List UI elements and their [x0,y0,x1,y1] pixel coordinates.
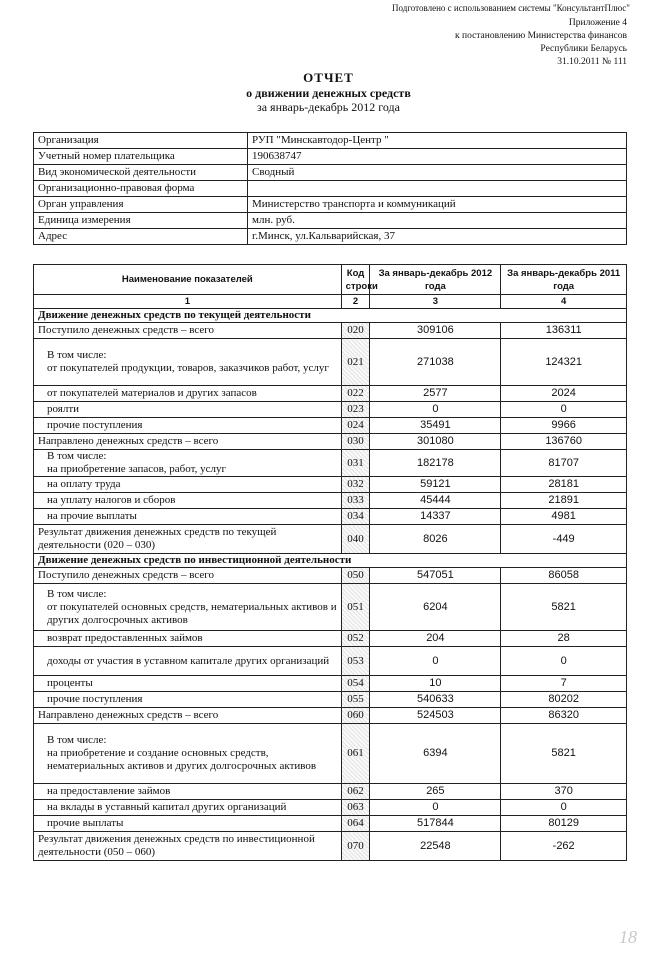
table-row [34,832,627,861]
value-previous: 7 [501,676,627,692]
table-row [34,568,627,584]
info-label: Адрес [34,229,248,245]
table-row [34,477,627,493]
table-row [34,402,627,418]
value-current: 6394 [370,724,501,784]
table-row [34,434,627,450]
value-current: 2577 [370,386,501,402]
info-row [34,229,627,245]
info-row [34,213,627,229]
report-title: ОТЧЕТ [303,70,354,85]
table-row [34,647,627,676]
info-label: Учетный номер плательщика [34,149,248,165]
row-code: 060 [341,708,370,724]
row-code: 055 [341,692,370,708]
row-label: В том числе: от покупателей продукции, товаров, заказчиков работ, услуг [34,339,342,386]
row-label: Поступило денежных средств – всего [34,568,342,584]
row-label: прочие выплаты [34,816,342,832]
value-current: 6204 [370,584,501,631]
table-row [34,816,627,832]
section-row [34,309,627,323]
value-current: 14337 [370,509,501,525]
header-current-period: За январь-декабрь 2012 года [370,265,501,295]
column-number: 1 [34,295,342,309]
value-current: 59121 [370,477,501,493]
row-label: Результат движения денежных средств по инвестиционной деятельности (050 – 060) [34,832,342,861]
value-previous: 124321 [501,339,627,386]
info-value: Министерство транспорта и коммуникаций [248,197,627,213]
table-row [34,525,627,554]
row-label: на предоставление займов [34,784,342,800]
value-previous: 28 [501,631,627,647]
row-code: 052 [341,631,370,647]
value-current: 524503 [370,708,501,724]
value-previous: 80129 [501,816,627,832]
row-label: Направлено денежных средств – всего [34,434,342,450]
row-code: 034 [341,509,370,525]
row-code: 030 [341,434,370,450]
organization-info-table [33,132,627,245]
appendix-line: Республики Беларусь [540,44,627,54]
row-label: Поступило денежных средств – всего [34,323,342,339]
table-row [34,784,627,800]
value-previous: 0 [501,402,627,418]
table-row [34,323,627,339]
info-row [34,149,627,165]
table-row [34,450,627,477]
info-label: Вид экономической деятельности [34,165,248,181]
row-code: 063 [341,800,370,816]
value-current: 35491 [370,418,501,434]
row-label: на вклады в уставный капитал других организаций [34,800,342,816]
info-row [34,197,627,213]
row-code: 020 [341,323,370,339]
row-code: 062 [341,784,370,800]
value-previous: 80202 [501,692,627,708]
column-number: 3 [370,295,501,309]
table-row [34,386,627,402]
row-code: 040 [341,525,370,554]
row-label: доходы от участия в уставном капитале других организаций [34,647,342,676]
value-current: 547051 [370,568,501,584]
value-previous: 86320 [501,708,627,724]
value-current: 182178 [370,450,501,477]
value-previous: 370 [501,784,627,800]
value-current: 22548 [370,832,501,861]
row-label: на прочие выплаты [34,509,342,525]
row-code: 050 [341,568,370,584]
header-previous-period: За январь-декабрь 2011 года [501,265,627,295]
row-label: проценты [34,676,342,692]
row-code: 064 [341,816,370,832]
report-period: за январь-декабрь 2012 года [256,100,400,114]
appendix-block [367,17,627,69]
value-current: 10 [370,676,501,692]
info-label: Единица измерения [34,213,248,229]
section-title: Движение денежных средств по текущей деятельности [34,309,627,323]
table-row [34,339,627,386]
value-previous: 4981 [501,509,627,525]
table-row [34,800,627,816]
info-value: 190638747 [248,149,627,165]
page-number-mark: 18 [619,927,637,947]
header-code: Код строки [341,265,370,295]
value-previous: 136311 [501,323,627,339]
value-current: 8026 [370,525,501,554]
row-label: от покупателей материалов и других запасов [34,386,342,402]
table-row [34,724,627,784]
appendix-line: 31.10.2011 № 111 [557,57,627,67]
row-code: 033 [341,493,370,509]
row-code: 032 [341,477,370,493]
row-label: В том числе: на приобретение запасов, работ, услуг [34,450,342,477]
value-current: 0 [370,647,501,676]
info-value: г.Минск, ул.Кальварийская, 37 [248,229,627,245]
row-label: на оплату труда [34,477,342,493]
value-previous: -262 [501,832,627,861]
table-row [34,418,627,434]
row-label: на уплату налогов и сборов [34,493,342,509]
info-row [34,165,627,181]
value-current: 45444 [370,493,501,509]
row-code: 023 [341,402,370,418]
value-previous: 0 [501,800,627,816]
row-code: 031 [341,450,370,477]
value-previous: 5821 [501,584,627,631]
info-value: Сводный [248,165,627,181]
value-current: 309106 [370,323,501,339]
row-label: прочие поступления [34,418,342,434]
info-label: Организационно-правовая форма [34,181,248,197]
row-code: 053 [341,647,370,676]
value-current: 301080 [370,434,501,450]
appendix-line: к постановлению Министерства финансов [455,31,627,41]
section-row [34,554,627,568]
header-name: Наименование показателей [34,265,342,295]
top-note: Подготовлено с использованием системы "КонсультантПлюс" [392,3,630,13]
row-label: роялти [34,402,342,418]
value-previous: 86058 [501,568,627,584]
value-previous: 28181 [501,477,627,493]
report-subtitle: о движении денежных средств [246,86,411,100]
value-current: 204 [370,631,501,647]
info-label: Орган управления [34,197,248,213]
table-row [34,631,627,647]
info-value [248,181,627,197]
row-code: 021 [341,339,370,386]
column-number: 4 [501,295,627,309]
info-label: Организация [34,133,248,149]
value-current: 271038 [370,339,501,386]
value-previous: 0 [501,647,627,676]
value-previous: 9966 [501,418,627,434]
value-current: 517844 [370,816,501,832]
info-value: млн. руб. [248,213,627,229]
cash-flow-table [33,264,627,861]
info-row [34,181,627,197]
table-row [34,493,627,509]
value-previous: 81707 [501,450,627,477]
value-current: 265 [370,784,501,800]
table-row [34,708,627,724]
info-row [34,133,627,149]
row-label: Направлено денежных средств – всего [34,708,342,724]
table-row [34,676,627,692]
row-label: возврат предоставленных займов [34,631,342,647]
table-row [34,584,627,631]
section-title: Движение денежных средств по инвестиционной деятельности [34,554,627,568]
row-label: прочие поступления [34,692,342,708]
value-previous: 21891 [501,493,627,509]
value-previous: 136760 [501,434,627,450]
table-row [34,509,627,525]
row-code: 024 [341,418,370,434]
row-label: Результат движения денежных средств по текущей деятельности (020 – 030) [34,525,342,554]
table-row [34,692,627,708]
row-code: 054 [341,676,370,692]
row-code: 051 [341,584,370,631]
row-code: 070 [341,832,370,861]
value-previous: 2024 [501,386,627,402]
value-current: 0 [370,800,501,816]
row-label: В том числе: от покупателей основных средств, нематериальных активов и других долгосрочных активов [34,584,342,631]
value-current: 0 [370,402,501,418]
value-current: 540633 [370,692,501,708]
column-number: 2 [341,295,370,309]
row-code: 061 [341,724,370,784]
value-previous: 5821 [501,724,627,784]
appendix-line: Приложение 4 [568,18,627,28]
value-previous: -449 [501,525,627,554]
info-value: РУП "Минскавтодор-Центр " [248,133,627,149]
row-label: В том числе: на приобретение и создание основных средств, нематериальных активов и других долгосрочных активов [34,724,342,784]
row-code: 022 [341,386,370,402]
